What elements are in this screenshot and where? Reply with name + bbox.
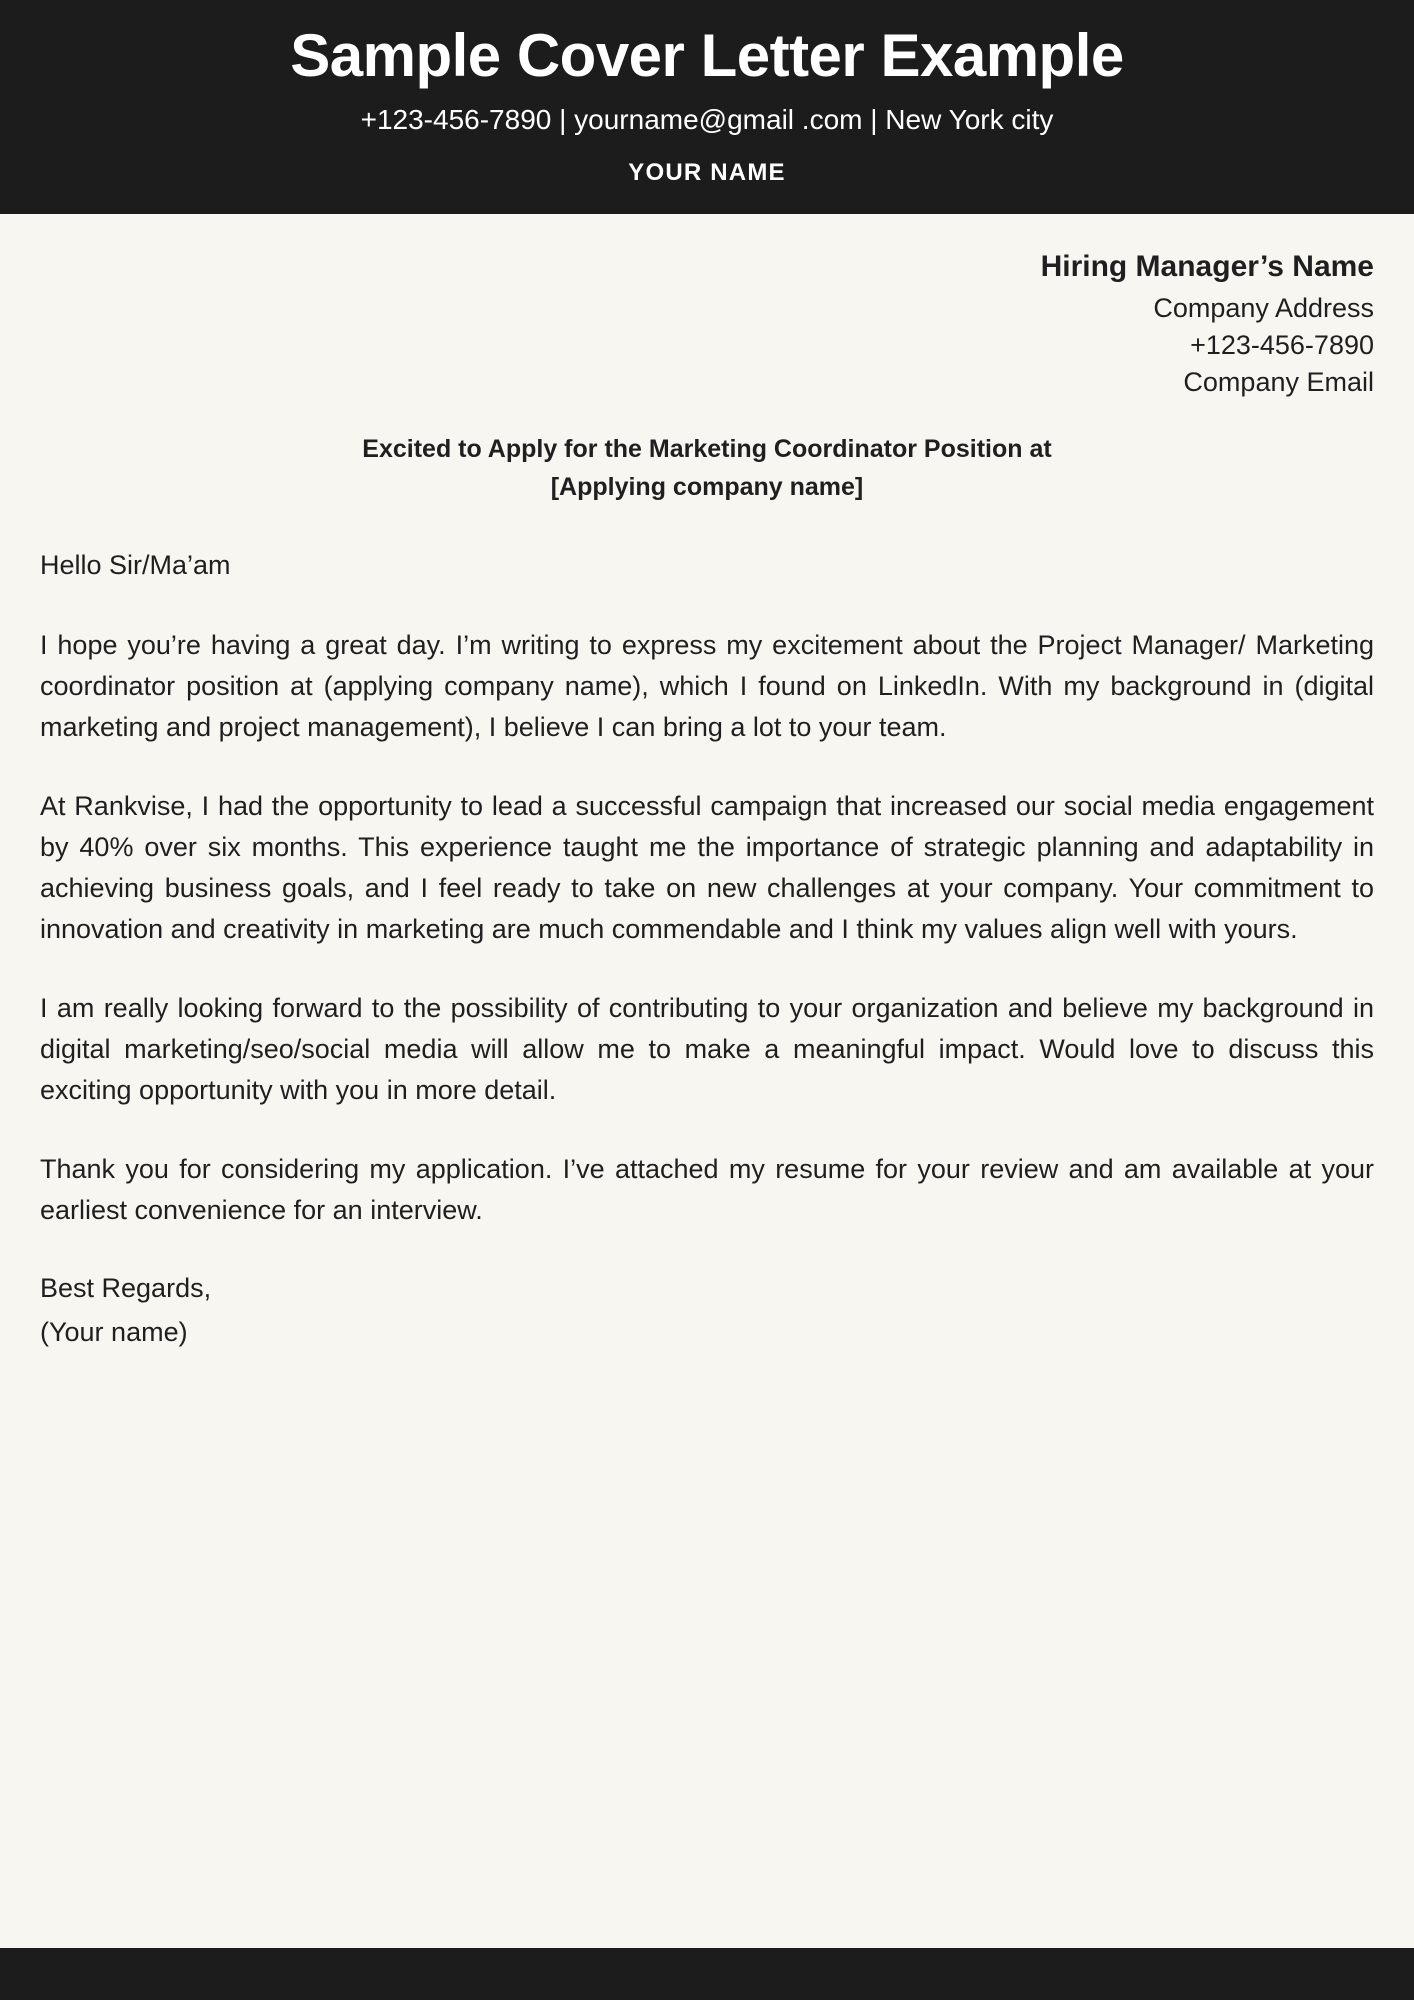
letter-body xyxy=(0,214,1414,1948)
page-title: Sample Cover Letter Example xyxy=(290,22,1124,89)
salutation: Hello Sir/Ma’am xyxy=(40,550,231,581)
recipient-email: Company Email xyxy=(1183,367,1374,398)
letter-paragraph-2: At Rankvise, I had the opportunity to lead a successful campaign that increased our social media engagement by 40% over six months. This experience taught me the importance of strategic planning and adaptability in achieving business goals, and I feel ready to take on new challenges at your company. Your commitment to innovation and creativity in marketing are much commendable and I think my values align well with yours. xyxy=(40,791,1374,945)
closing-signature: (Your name) xyxy=(40,1316,188,1347)
recipient-phone: +123-456-7890 xyxy=(1190,330,1374,361)
subject-line-1: Excited to Apply for the Marketing Coordinator Position at xyxy=(362,434,1052,463)
document-footer-band xyxy=(0,1948,1414,2000)
subject-line-2: [Applying company name] xyxy=(550,473,864,502)
recipient-address: Company Address xyxy=(1153,292,1374,323)
header-applicant-name: YOUR NAME xyxy=(628,158,786,186)
recipient-block xyxy=(40,248,1374,402)
closing-signoff: Best Regards, xyxy=(40,1273,212,1304)
subject-line xyxy=(187,430,1227,508)
document-header-band xyxy=(0,0,1414,214)
letter-paragraph-1: I hope you’re having a great day. I’m writing to express my excitement about the Project Manager/ Marketing coordinator position at (applying company name), which I found on LinkedIn. With my background in (digital marketing and project management), I believe I can bring a lot to your team. xyxy=(40,630,1374,743)
header-contact-line: +123-456-7890 | yourname@gmail .com | New York city xyxy=(360,104,1054,136)
letter-paragraph-4: Thank you for considering my application. I’ve attached my resume for your review and am available at your earliest convenience for an interview. xyxy=(40,1154,1374,1226)
letter-paragraph-3: I am really looking forward to the possibility of contributing to your organization and believe my background in digital marketing/seo/social media will allow me to make a meaningful impact. Would love to discuss this exciting opportunity with you in more detail. xyxy=(40,993,1374,1106)
recipient-name: Hiring Manager’s Name xyxy=(1040,249,1374,283)
closing-block xyxy=(40,1269,1374,1351)
